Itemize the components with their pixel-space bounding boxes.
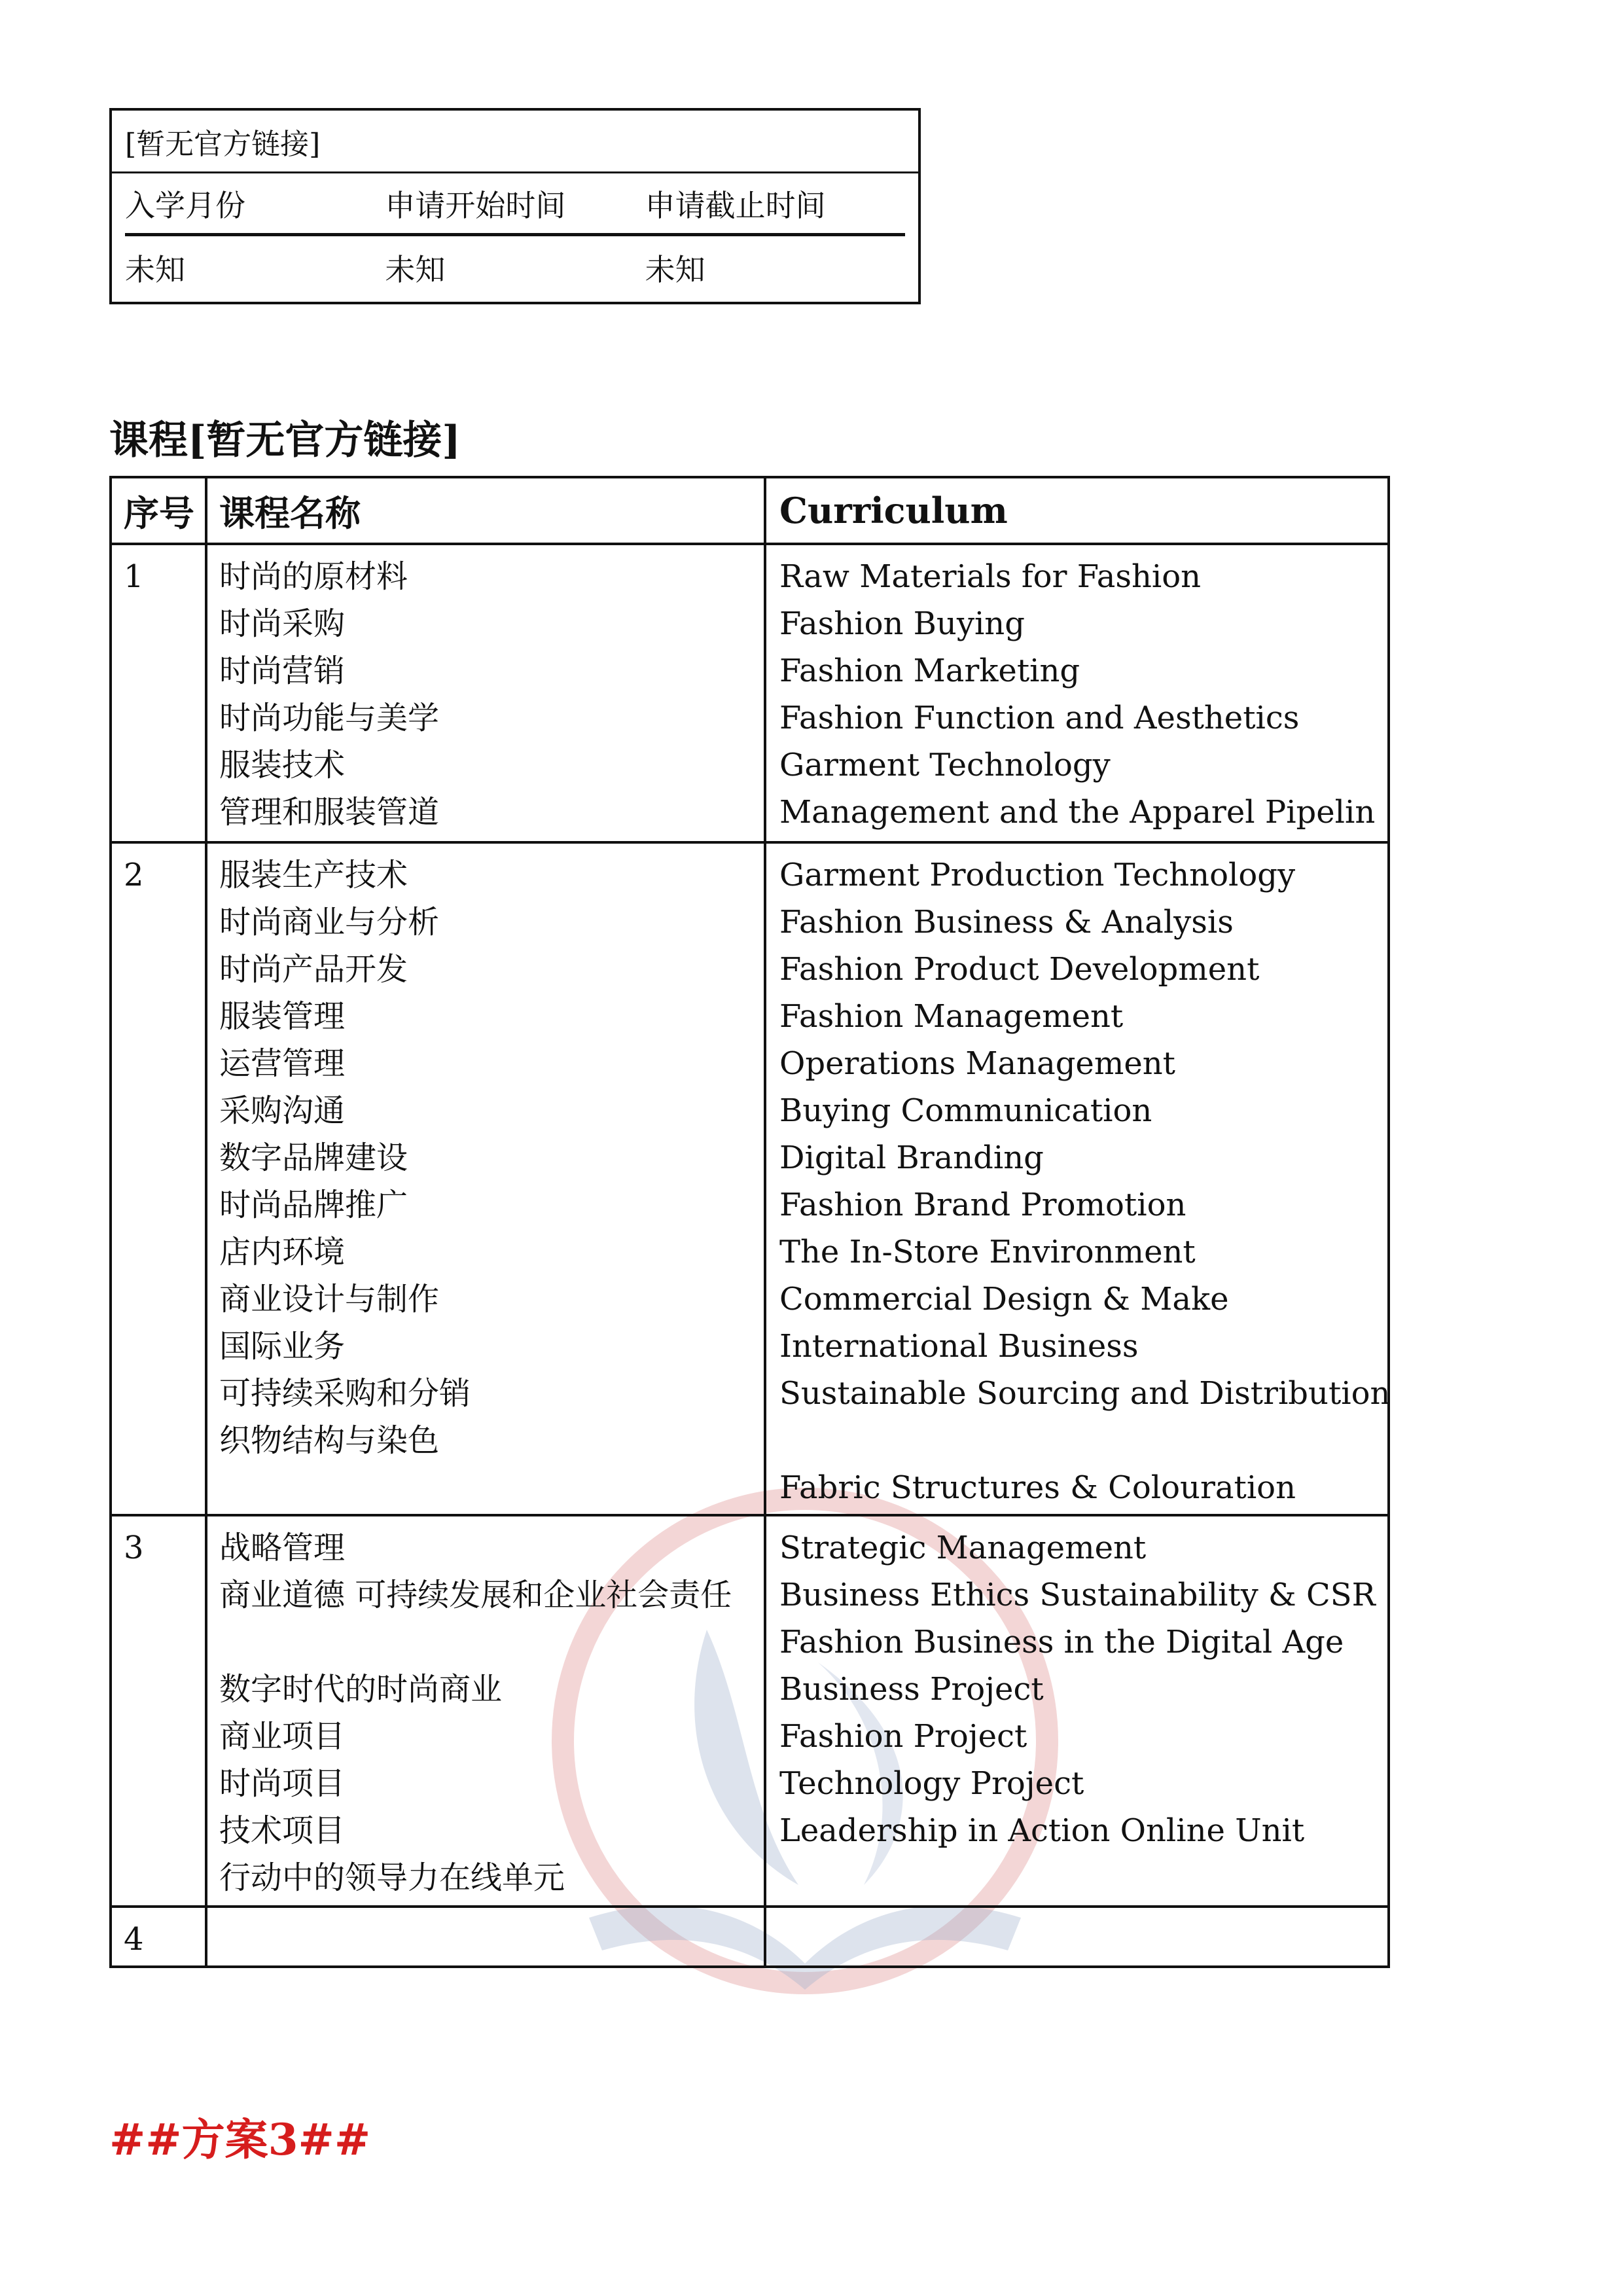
course-cn: 时尚功能与美学	[219, 700, 440, 736]
course-en: Digital Branding	[779, 1139, 1044, 1176]
course-en: Garment Technology	[779, 747, 1111, 783]
course-names-en	[766, 545, 1390, 841]
course-en: Operations Management	[779, 1045, 1175, 1082]
plan-heading: ##方案3##	[109, 2114, 371, 2165]
course-en: Technology Project	[779, 1765, 1084, 1802]
course-cn: 管理和服装管道	[219, 794, 440, 831]
value-application-start: 未知	[385, 252, 446, 287]
course-cn: 采购沟通	[219, 1092, 346, 1129]
value-application-deadline: 未知	[645, 252, 705, 287]
course-cn: 运营管理	[219, 1045, 346, 1082]
course-en: Buying Communication	[779, 1092, 1152, 1129]
table-row	[112, 545, 1390, 844]
course-en: Fashion Business in the Digital Age	[779, 1624, 1344, 1660]
course-cn: 织物结构与染色	[219, 1422, 440, 1459]
course-names-cn	[207, 1516, 766, 1905]
course-en: Fashion Management	[779, 998, 1124, 1035]
course-names-en	[766, 1516, 1390, 1905]
value-intake-month: 未知	[125, 252, 185, 287]
course-en: Raw Materials for Fashion	[779, 558, 1202, 595]
course-cn: 时尚的原材料	[219, 558, 408, 595]
course-en: Strategic Management	[779, 1530, 1147, 1566]
course-en: Commercial Design & Make	[779, 1281, 1229, 1318]
course-names-cn	[207, 1908, 766, 1965]
header-number: 序号	[112, 478, 207, 543]
course-cn	[219, 1619, 764, 1666]
course-en: Business Project	[779, 1671, 1044, 1708]
course-en: The In-Store Environment	[779, 1234, 1196, 1270]
course-en: Fashion Function and Aesthetics	[779, 700, 1300, 736]
course-names-cn	[207, 545, 766, 841]
course-cn: 时尚营销	[219, 653, 346, 689]
course-en: Business Ethics Sustainability & CSR	[779, 1577, 1376, 1613]
official-link-note: [暂无官方链接]	[112, 111, 918, 173]
course-cn: 服装生产技术	[219, 857, 408, 893]
course-en: Management and the Apparel Pipelin	[779, 794, 1376, 831]
course-cn: 时尚项目	[219, 1765, 346, 1802]
course-cn: 服装技术	[219, 747, 346, 783]
intake-grid	[125, 173, 905, 299]
course-en: Fashion Product Development	[779, 951, 1260, 988]
course-cn: 商业设计与制作	[219, 1281, 440, 1318]
course-header-row	[112, 478, 1390, 545]
course-cn: 商业道德 可持续发展和企业社会责任	[219, 1577, 732, 1613]
course-en: Sustainable Sourcing and Distribution	[779, 1375, 1391, 1412]
course-cn: 时尚商业与分析	[219, 904, 440, 941]
table-row	[112, 844, 1390, 1516]
course-cn: 可持续采购和分销	[219, 1375, 471, 1412]
course-names-en	[766, 1908, 1390, 1965]
courses-section-title: 课程[暂无官方链接]	[109, 418, 461, 463]
course-cn: 时尚采购	[219, 605, 346, 642]
course-cn: 时尚产品开发	[219, 951, 408, 988]
table-row	[112, 1516, 1390, 1908]
course-cn: 行动中的领导力在线单元	[219, 1859, 565, 1896]
course-en: Fabric Structures & Colouration	[779, 1469, 1296, 1506]
course-names-cn	[207, 844, 766, 1514]
course-en: Leadership in Action Online Unit	[779, 1812, 1305, 1849]
row-number: 1	[112, 545, 207, 841]
intake-table	[109, 108, 921, 304]
course-cn: 技术项目	[219, 1812, 346, 1849]
header-course-name: 课程名称	[207, 478, 766, 543]
course-en: Garment Production Technology	[779, 857, 1296, 893]
header-application-start: 申请开始时间	[385, 187, 566, 223]
course-cn: 店内环境	[219, 1234, 346, 1270]
course-table	[109, 476, 1390, 1968]
course-cn: 数字时代的时尚商业	[219, 1671, 503, 1708]
header-application-deadline: 申请截止时间	[645, 187, 826, 223]
course-en	[779, 1417, 1387, 1464]
row-number: 2	[112, 844, 207, 1514]
course-cn: 战略管理	[219, 1530, 346, 1566]
course-en: Fashion Business & Analysis	[779, 904, 1234, 941]
course-en: Fashion Marketing	[779, 653, 1080, 689]
course-cn: 商业项目	[219, 1718, 346, 1755]
course-cn: 服装管理	[219, 998, 346, 1035]
row-number: 3	[112, 1516, 207, 1905]
course-cn: 数字品牌建设	[219, 1139, 408, 1176]
intake-value-row	[125, 236, 905, 299]
header-curriculum: Curriculum	[766, 478, 1390, 543]
course-cn: 国际业务	[219, 1328, 346, 1365]
course-cn: 时尚品牌推广	[219, 1187, 408, 1223]
header-intake-month: 入学月份	[125, 187, 245, 223]
intake-header-row	[125, 173, 905, 236]
course-names-en	[766, 844, 1390, 1514]
course-en: Fashion Brand Promotion	[779, 1187, 1186, 1223]
row-number: 4	[112, 1908, 207, 1965]
table-row	[112, 1908, 1390, 1968]
course-en: Fashion Buying	[779, 605, 1025, 642]
course-en: Fashion Project	[779, 1718, 1027, 1755]
course-en: International Business	[779, 1328, 1139, 1365]
